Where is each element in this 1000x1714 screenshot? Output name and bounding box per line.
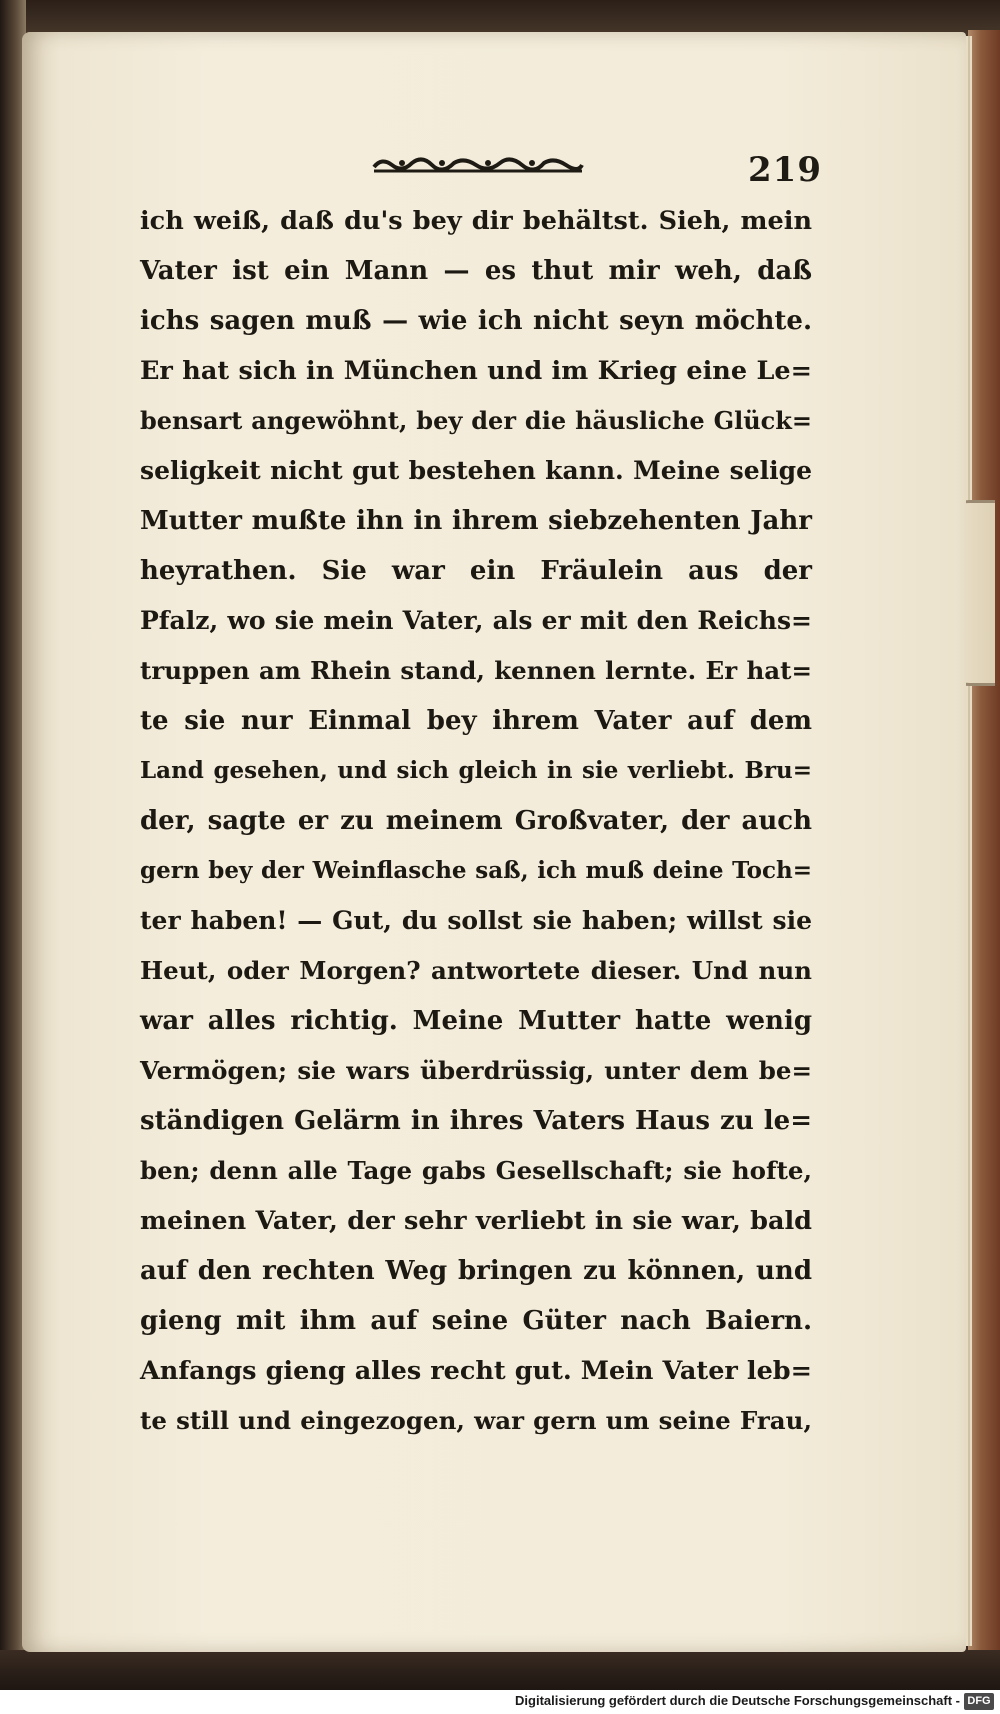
text-line: ben; denn alle Tage gabs Gesellschaft; sie hofte, (140, 1156, 812, 1185)
text-line: Vater ist ein Mann — es thut mir weh, daß (140, 256, 812, 286)
text-line: der, sagte er zu meinem Großvater, der auch (140, 806, 812, 836)
book-right-cover (968, 30, 1000, 1660)
book-bottom-edge (0, 1650, 1000, 1690)
text-line: gern bey der Weinflasche saß, ich muß deine Toch= (140, 857, 812, 884)
page-number: 219 (748, 150, 822, 190)
text-line: ichs sagen muß — wie ich nicht seyn möchte. (140, 306, 812, 336)
text-line: Pfalz, wo sie mein Vater, als er mit den Reichs= (140, 606, 812, 635)
digitization-credit: Digitalisierung gefördert durch die Deutsche Forschungsgemeinschaft - (515, 1693, 960, 1708)
text-line: gieng mit ihm auf seine Güter nach Baiern. (140, 1306, 812, 1336)
text-line: war alles richtig. Meine Mutter hatte wenig (140, 1006, 812, 1036)
text-line: seligkeit nicht gut bestehen kann. Meine selige (140, 456, 812, 485)
dfg-logo: DFG (964, 1693, 994, 1710)
text-line: te sie nur Einmal bey ihrem Vater auf dem (140, 706, 812, 736)
text-line: bensart angewöhnt, bey der die häusliche Glück= (140, 406, 812, 435)
text-line: Mutter mußte ihn in ihrem siebzehenten Jahr (140, 506, 812, 536)
body-text (140, 196, 812, 1446)
text-line: ter haben! — Gut, du sollst sie haben; willst sie (140, 906, 812, 935)
text-line: auf den rechten Weg bringen zu können, und (140, 1256, 812, 1286)
text-line: ständigen Gelärm in ihres Vaters Haus zu le= (140, 1106, 812, 1136)
text-line: ich weiß, daß du's bey dir behältst. Sieh, mein (140, 206, 812, 236)
footer-bar (0, 1690, 1000, 1714)
text-line: Vermögen; sie wars überdrüssig, unter dem be= (140, 1056, 812, 1085)
text-line: meinen Vater, der sehr verliebt in sie war, bald (140, 1206, 812, 1236)
text-line: Land gesehen, und sich gleich in sie verliebt. Bru= (140, 757, 812, 784)
header-ornament-icon (372, 151, 584, 175)
text-line: heyrathen. Sie war ein Fräulein aus der (140, 556, 812, 586)
text-line: truppen am Rhein stand, kennen lernte. Er hat= (140, 656, 812, 685)
text-line: te still und eingezogen, war gern um seine Frau, (140, 1406, 812, 1435)
text-line: Er hat sich in München und im Krieg eine Le= (140, 356, 812, 386)
text-line: Anfangs gieng alles recht gut. Mein Vater leb= (140, 1356, 812, 1386)
text-line: Heut, oder Morgen? antwortete dieser. Und nun (140, 956, 812, 985)
